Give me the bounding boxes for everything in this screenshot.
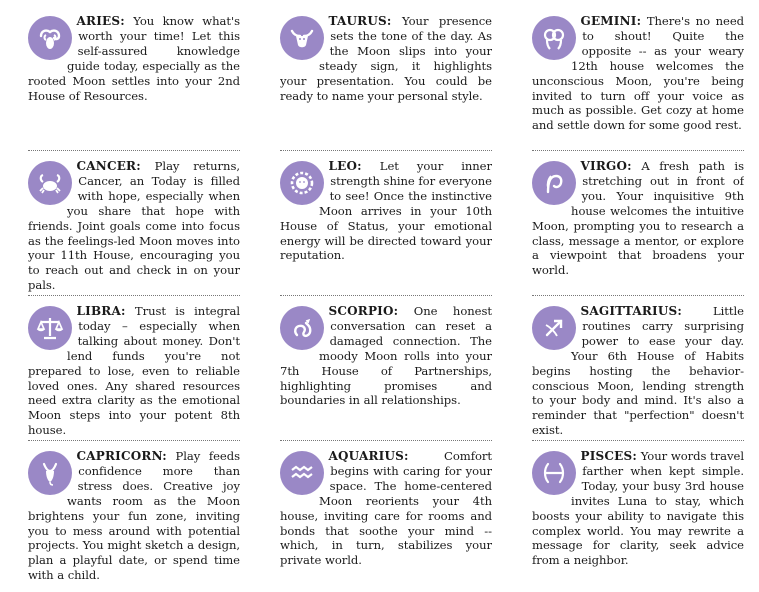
sign-name: TAURUS: — [328, 14, 392, 28]
horoscope-grid — [28, 12, 744, 592]
water-bearer-icon — [280, 451, 324, 495]
scales-icon — [28, 306, 72, 350]
horoscope-text: Play returns, Cancer, an Today is filled with hope, especially when you share that hope with friends. Joint goals come into focus as the feelings-led Moon moves into your 11th House, encouraging you to reach out and check in on your pals. — [28, 159, 240, 293]
crab-icon — [28, 161, 72, 205]
horoscope-cancer — [28, 157, 240, 296]
sign-name: CANCER: — [76, 159, 141, 173]
horoscope-text: You know what's worth your time! Let this self-assured knowledge guide today, especially as the rooted Moon settles into your 2nd House of Resources. — [28, 14, 240, 103]
horoscope-pisces — [532, 447, 744, 586]
horoscope-text: Your presence sets the tone of the day. As the Moon slips into your steady sign, it highlights your presentation. You could be ready to name your personal style. — [280, 14, 492, 103]
sign-name: LIBRA: — [76, 304, 126, 318]
horoscope-aries — [28, 12, 240, 151]
sign-name: LEO: — [328, 159, 362, 173]
sign-name: GEMINI: — [580, 14, 642, 28]
bull-icon — [280, 16, 324, 60]
horoscope-text: Your words travel farther when kept simple. Today, your busy 3rd house invites Luna to stay, which boosts your ability to navigate this complex world. You may rewrite a message for clarity, seek advice from a neighbor. — [532, 449, 744, 568]
sign-name: ARIES: — [76, 14, 125, 28]
ram-icon — [28, 16, 72, 60]
horoscope-aquarius — [280, 447, 492, 586]
twins-icon — [532, 16, 576, 60]
maiden-icon — [532, 161, 576, 205]
horoscope-scorpio — [280, 302, 492, 441]
sign-name: AQUARIUS: — [328, 449, 409, 463]
horoscope-text: Trust is integral today – especially when talking about money. Don't lend funds you're not prepared to lose, even to reliable loved ones. Any shared resources need extra clarity as the emotional Moon steps into your potent 8th house. — [28, 304, 240, 438]
horoscope-virgo — [532, 157, 744, 296]
lion-icon — [280, 161, 324, 205]
horoscope-text: One honest conversation can reset a damaged connection. The moody Moon rolls into your 7th House of Partnerships, highlighting promises and boundaries in all relationships. — [280, 304, 492, 408]
fish-icon — [532, 451, 576, 495]
sign-name: CAPRICORN: — [76, 449, 167, 463]
horoscope-text: There's no need to shout! Quite the opposite -- as your weary 12th house welcomes the unconscious Moon, you're being invited to turn off your voice as much as possible. Get cozy at home and settle down for some good rest. — [532, 14, 744, 133]
horoscope-text: Little routines carry surprising power to ease your day. Your 6th House of Habits begins hosting the behavior-conscious Moon, lending strength to your body and mind. It's also a reminder that "perfection" doesn't exist. — [532, 304, 744, 438]
horoscope-leo — [280, 157, 492, 296]
sign-name: PISCES: — [580, 449, 638, 463]
goat-icon — [28, 451, 72, 495]
horoscope-text: A fresh path is stretching out in front of you. Your inquisitive 9th house welcomes the intuitive Moon, prompting you to research a class, message a mentor, or explore a viewpoint that broadens your world. — [532, 159, 744, 278]
horoscope-capricorn — [28, 447, 240, 586]
archer-icon — [532, 306, 576, 350]
horoscope-taurus — [280, 12, 492, 151]
sign-name: VIRGO: — [580, 159, 632, 173]
sign-name: SCORPIO: — [328, 304, 399, 318]
horoscope-libra — [28, 302, 240, 441]
sign-name: SAGITTARIUS: — [580, 304, 682, 318]
horoscope-sagittarius — [532, 302, 744, 441]
horoscope-text: Play feeds confidence more than stress does. Creative joy wants room as the Moon brightens your fun zone, inviting you to mess around with potential projects. You might sketch a design, plan a playful date, or spend time with a child. — [28, 449, 240, 583]
horoscope-text: Comfort begins with caring for your space. The home-centered Moon reorients your 4th house, inviting care for rooms and bonds that soothe your mind -- which, in turn, stabilizes your private world. — [280, 449, 492, 568]
horoscope-gemini — [532, 12, 744, 151]
horoscope-text: Let your inner strength shine for everyone to see! Once the instinctive Moon arrives in your 10th House of Status, your emotional energy will be directed toward your reputation. — [280, 159, 492, 263]
scorpion-icon — [280, 306, 324, 350]
